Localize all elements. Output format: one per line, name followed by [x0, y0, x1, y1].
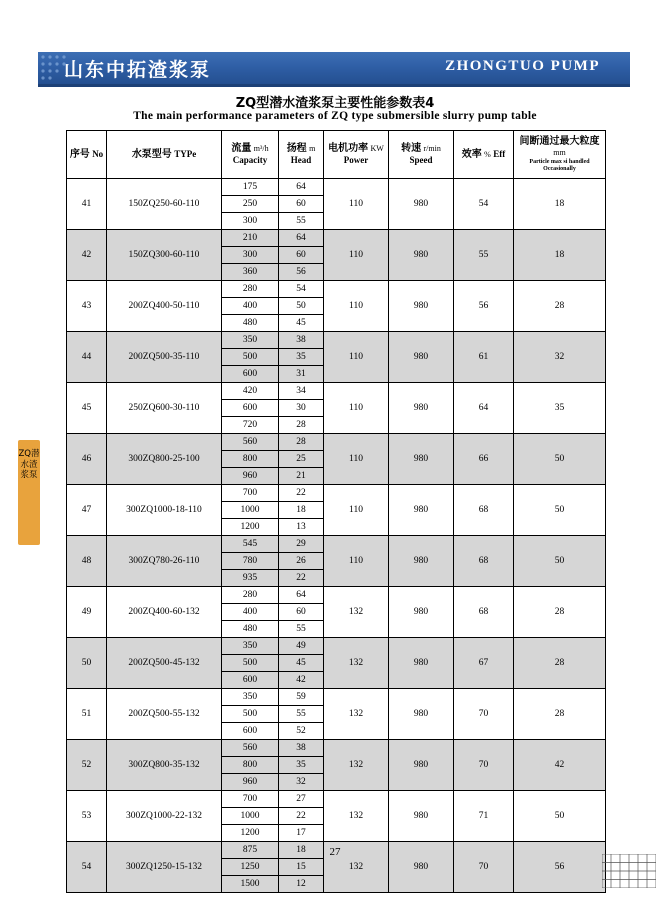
cell-efficiency: 70	[454, 740, 514, 791]
cell-capacity: 1200	[222, 519, 279, 536]
cell-head: 64	[279, 587, 324, 604]
cell-capacity: 500	[222, 706, 279, 723]
cell-no: 48	[67, 536, 107, 587]
cell-speed: 980	[389, 230, 454, 281]
cell-capacity: 1000	[222, 808, 279, 825]
cell-capacity: 600	[222, 672, 279, 689]
table-row	[67, 383, 606, 400]
cell-capacity: 500	[222, 349, 279, 366]
cell-speed: 980	[389, 536, 454, 587]
cell-efficiency: 67	[454, 638, 514, 689]
cell-efficiency: 66	[454, 434, 514, 485]
cell-head: 27	[279, 791, 324, 808]
cell-particle-size: 50	[514, 536, 606, 587]
cell-no: 43	[67, 281, 107, 332]
cell-model: 200ZQ500-35-110	[107, 332, 222, 383]
cell-speed: 980	[389, 740, 454, 791]
cell-head: 15	[279, 859, 324, 876]
cell-efficiency: 71	[454, 791, 514, 842]
cell-head: 22	[279, 570, 324, 587]
cell-capacity: 210	[222, 230, 279, 247]
cell-particle-size: 32	[514, 332, 606, 383]
cell-particle-size: 28	[514, 281, 606, 332]
cell-capacity: 480	[222, 315, 279, 332]
cell-no: 46	[67, 434, 107, 485]
col-header-speed: 转速 r/min Speed	[389, 131, 454, 179]
cell-head: 18	[279, 502, 324, 519]
cell-particle-size: 18	[514, 230, 606, 281]
cell-head: 31	[279, 366, 324, 383]
cell-power: 132	[324, 587, 389, 638]
cell-no: 51	[67, 689, 107, 740]
cell-power: 110	[324, 434, 389, 485]
cell-power: 132	[324, 791, 389, 842]
cell-capacity: 400	[222, 604, 279, 621]
cell-no: 41	[67, 179, 107, 230]
table-row	[67, 638, 606, 655]
cell-particle-size: 28	[514, 587, 606, 638]
cell-power: 110	[324, 383, 389, 434]
cell-no: 49	[67, 587, 107, 638]
table-row	[67, 740, 606, 757]
cell-power: 110	[324, 179, 389, 230]
cell-capacity: 960	[222, 774, 279, 791]
cell-head: 45	[279, 315, 324, 332]
page-title-cn: ZQ型潜水渣浆泵主要性能参数表4	[235, 96, 435, 111]
cell-speed: 980	[389, 638, 454, 689]
cell-efficiency: 70	[454, 842, 514, 893]
cell-power: 110	[324, 485, 389, 536]
cell-capacity: 1200	[222, 825, 279, 842]
cell-efficiency: 68	[454, 536, 514, 587]
cell-speed: 980	[389, 791, 454, 842]
cell-power: 110	[324, 281, 389, 332]
table-row	[67, 485, 606, 502]
cell-capacity: 1500	[222, 876, 279, 893]
cell-head: 59	[279, 689, 324, 706]
table-row	[67, 587, 606, 604]
cell-capacity: 420	[222, 383, 279, 400]
cell-head: 52	[279, 723, 324, 740]
side-tab-section-marker	[18, 440, 40, 545]
cell-head: 38	[279, 332, 324, 349]
cell-head: 30	[279, 400, 324, 417]
cell-capacity: 175	[222, 179, 279, 196]
cell-capacity: 300	[222, 213, 279, 230]
cell-head: 13	[279, 519, 324, 536]
cell-no: 44	[67, 332, 107, 383]
cell-head: 60	[279, 247, 324, 264]
cell-capacity: 960	[222, 468, 279, 485]
cell-capacity: 800	[222, 757, 279, 774]
col-header-capacity: 流量 m³/h Capacity	[222, 131, 279, 179]
col-header-particle-size: 间断通过最大粒度 mm Particle max si handled Occasionally	[514, 131, 606, 179]
cell-capacity: 800	[222, 451, 279, 468]
cell-capacity: 700	[222, 791, 279, 808]
cell-efficiency: 61	[454, 332, 514, 383]
table-row	[67, 230, 606, 247]
cell-head: 35	[279, 349, 324, 366]
header-banner	[38, 52, 630, 84]
cell-particle-size: 28	[514, 638, 606, 689]
cell-no: 50	[67, 638, 107, 689]
cell-no: 45	[67, 383, 107, 434]
cell-no: 42	[67, 230, 107, 281]
cell-head: 18	[279, 842, 324, 859]
cell-head: 50	[279, 298, 324, 315]
cell-head: 17	[279, 825, 324, 842]
cell-model: 300ZQ1250-15-132	[107, 842, 222, 893]
cell-model: 150ZQ250-60-110	[107, 179, 222, 230]
cell-particle-size: 50	[514, 485, 606, 536]
cell-no: 52	[67, 740, 107, 791]
performance-table	[66, 130, 606, 893]
cell-speed: 980	[389, 689, 454, 740]
col-header-model: 水泵型号 TYPe	[107, 131, 222, 179]
cell-capacity: 780	[222, 553, 279, 570]
cell-capacity: 280	[222, 281, 279, 298]
cell-head: 38	[279, 740, 324, 757]
cell-model: 150ZQ300-60-110	[107, 230, 222, 281]
col-header-power: 电机功率 KW Power	[324, 131, 389, 179]
brand-name-en: ZHONGTUO PUMP	[445, 58, 600, 74]
cell-head: 26	[279, 553, 324, 570]
cell-speed: 980	[389, 587, 454, 638]
cell-head: 42	[279, 672, 324, 689]
cell-head: 28	[279, 417, 324, 434]
col-header-no: 序号 No	[67, 131, 107, 179]
cell-particle-size: 50	[514, 791, 606, 842]
col-header-efficiency: 效率 % Eff	[454, 131, 514, 179]
cell-speed: 980	[389, 383, 454, 434]
cell-head: 32	[279, 774, 324, 791]
cell-no: 53	[67, 791, 107, 842]
cell-speed: 980	[389, 434, 454, 485]
cell-capacity: 350	[222, 332, 279, 349]
cell-particle-size: 28	[514, 689, 606, 740]
cell-efficiency: 64	[454, 383, 514, 434]
cell-power: 110	[324, 536, 389, 587]
table-body	[67, 179, 606, 893]
cell-head: 25	[279, 451, 324, 468]
cell-head: 56	[279, 264, 324, 281]
cell-efficiency: 56	[454, 281, 514, 332]
cell-capacity: 400	[222, 298, 279, 315]
cell-model: 200ZQ500-55-132	[107, 689, 222, 740]
cell-power: 132	[324, 638, 389, 689]
cell-particle-size: 50	[514, 434, 606, 485]
cell-head: 29	[279, 536, 324, 553]
cell-capacity: 350	[222, 638, 279, 655]
cell-capacity: 545	[222, 536, 279, 553]
cell-head: 35	[279, 757, 324, 774]
cell-head: 21	[279, 468, 324, 485]
cell-model: 200ZQ400-60-132	[107, 587, 222, 638]
cell-capacity: 300	[222, 247, 279, 264]
cell-model: 300ZQ800-25-100	[107, 434, 222, 485]
cell-capacity: 560	[222, 740, 279, 757]
cell-power: 132	[324, 740, 389, 791]
table-row	[67, 536, 606, 553]
cell-model: 300ZQ800-35-132	[107, 740, 222, 791]
table-row	[67, 434, 606, 451]
cell-capacity: 875	[222, 842, 279, 859]
table-row	[67, 332, 606, 349]
cell-efficiency: 70	[454, 689, 514, 740]
cell-model: 200ZQ500-45-132	[107, 638, 222, 689]
cell-capacity: 560	[222, 434, 279, 451]
cell-efficiency: 68	[454, 587, 514, 638]
cell-capacity: 360	[222, 264, 279, 281]
corner-grid-decoration	[602, 854, 656, 888]
cell-capacity: 280	[222, 587, 279, 604]
cell-particle-size: 42	[514, 740, 606, 791]
cell-model: 300ZQ780-26-110	[107, 536, 222, 587]
table-header-row	[67, 131, 606, 179]
cell-capacity: 1000	[222, 502, 279, 519]
cell-head: 55	[279, 621, 324, 638]
cell-capacity: 600	[222, 366, 279, 383]
cell-head: 54	[279, 281, 324, 298]
cell-power: 132	[324, 689, 389, 740]
table-row	[67, 689, 606, 706]
cell-model: 250ZQ600-30-110	[107, 383, 222, 434]
cell-head: 12	[279, 876, 324, 893]
page-title-en: The main performance parameters of ZQ type submersible slurry pump table	[133, 110, 537, 122]
cell-particle-size: 35	[514, 383, 606, 434]
table-row	[67, 791, 606, 808]
cell-speed: 980	[389, 281, 454, 332]
cell-model: 300ZQ1000-22-132	[107, 791, 222, 842]
cell-head: 55	[279, 706, 324, 723]
col-header-head: 扬程 m Head	[279, 131, 324, 179]
cell-head: 60	[279, 604, 324, 621]
table-row	[67, 281, 606, 298]
cell-particle-size: 18	[514, 179, 606, 230]
cell-model: 300ZQ1000-18-110	[107, 485, 222, 536]
cell-head: 34	[279, 383, 324, 400]
brand-name-cn: 山东中拓渣浆泵	[64, 59, 212, 81]
cell-capacity: 700	[222, 485, 279, 502]
cell-capacity: 250	[222, 196, 279, 213]
cell-speed: 980	[389, 332, 454, 383]
cell-head: 45	[279, 655, 324, 672]
cell-speed: 980	[389, 179, 454, 230]
table-row	[67, 179, 606, 196]
cell-power: 132	[324, 842, 389, 893]
cell-model: 200ZQ400-50-110	[107, 281, 222, 332]
cell-head: 55	[279, 213, 324, 230]
cell-particle-size: 56	[514, 842, 606, 893]
cell-head: 22	[279, 485, 324, 502]
cell-efficiency: 68	[454, 485, 514, 536]
cell-no: 47	[67, 485, 107, 536]
cell-capacity: 600	[222, 400, 279, 417]
cell-capacity: 480	[222, 621, 279, 638]
cell-power: 110	[324, 332, 389, 383]
performance-table-container	[66, 130, 605, 893]
cell-speed: 980	[389, 485, 454, 536]
cell-capacity: 500	[222, 655, 279, 672]
cell-capacity: 720	[222, 417, 279, 434]
page-header	[0, 52, 670, 86]
cell-power: 110	[324, 230, 389, 281]
cell-head: 22	[279, 808, 324, 825]
cell-head: 49	[279, 638, 324, 655]
cell-efficiency: 54	[454, 179, 514, 230]
cell-capacity: 350	[222, 689, 279, 706]
side-tab-label: ZQ潜水渣浆泵	[18, 449, 40, 481]
page-number: 27	[329, 846, 341, 858]
cell-efficiency: 55	[454, 230, 514, 281]
cell-speed: 980	[389, 842, 454, 893]
cell-head: 64	[279, 230, 324, 247]
cell-capacity: 600	[222, 723, 279, 740]
cell-head: 64	[279, 179, 324, 196]
cell-capacity: 1250	[222, 859, 279, 876]
cell-head: 28	[279, 434, 324, 451]
cell-capacity: 935	[222, 570, 279, 587]
cell-head: 60	[279, 196, 324, 213]
cell-no: 54	[67, 842, 107, 893]
